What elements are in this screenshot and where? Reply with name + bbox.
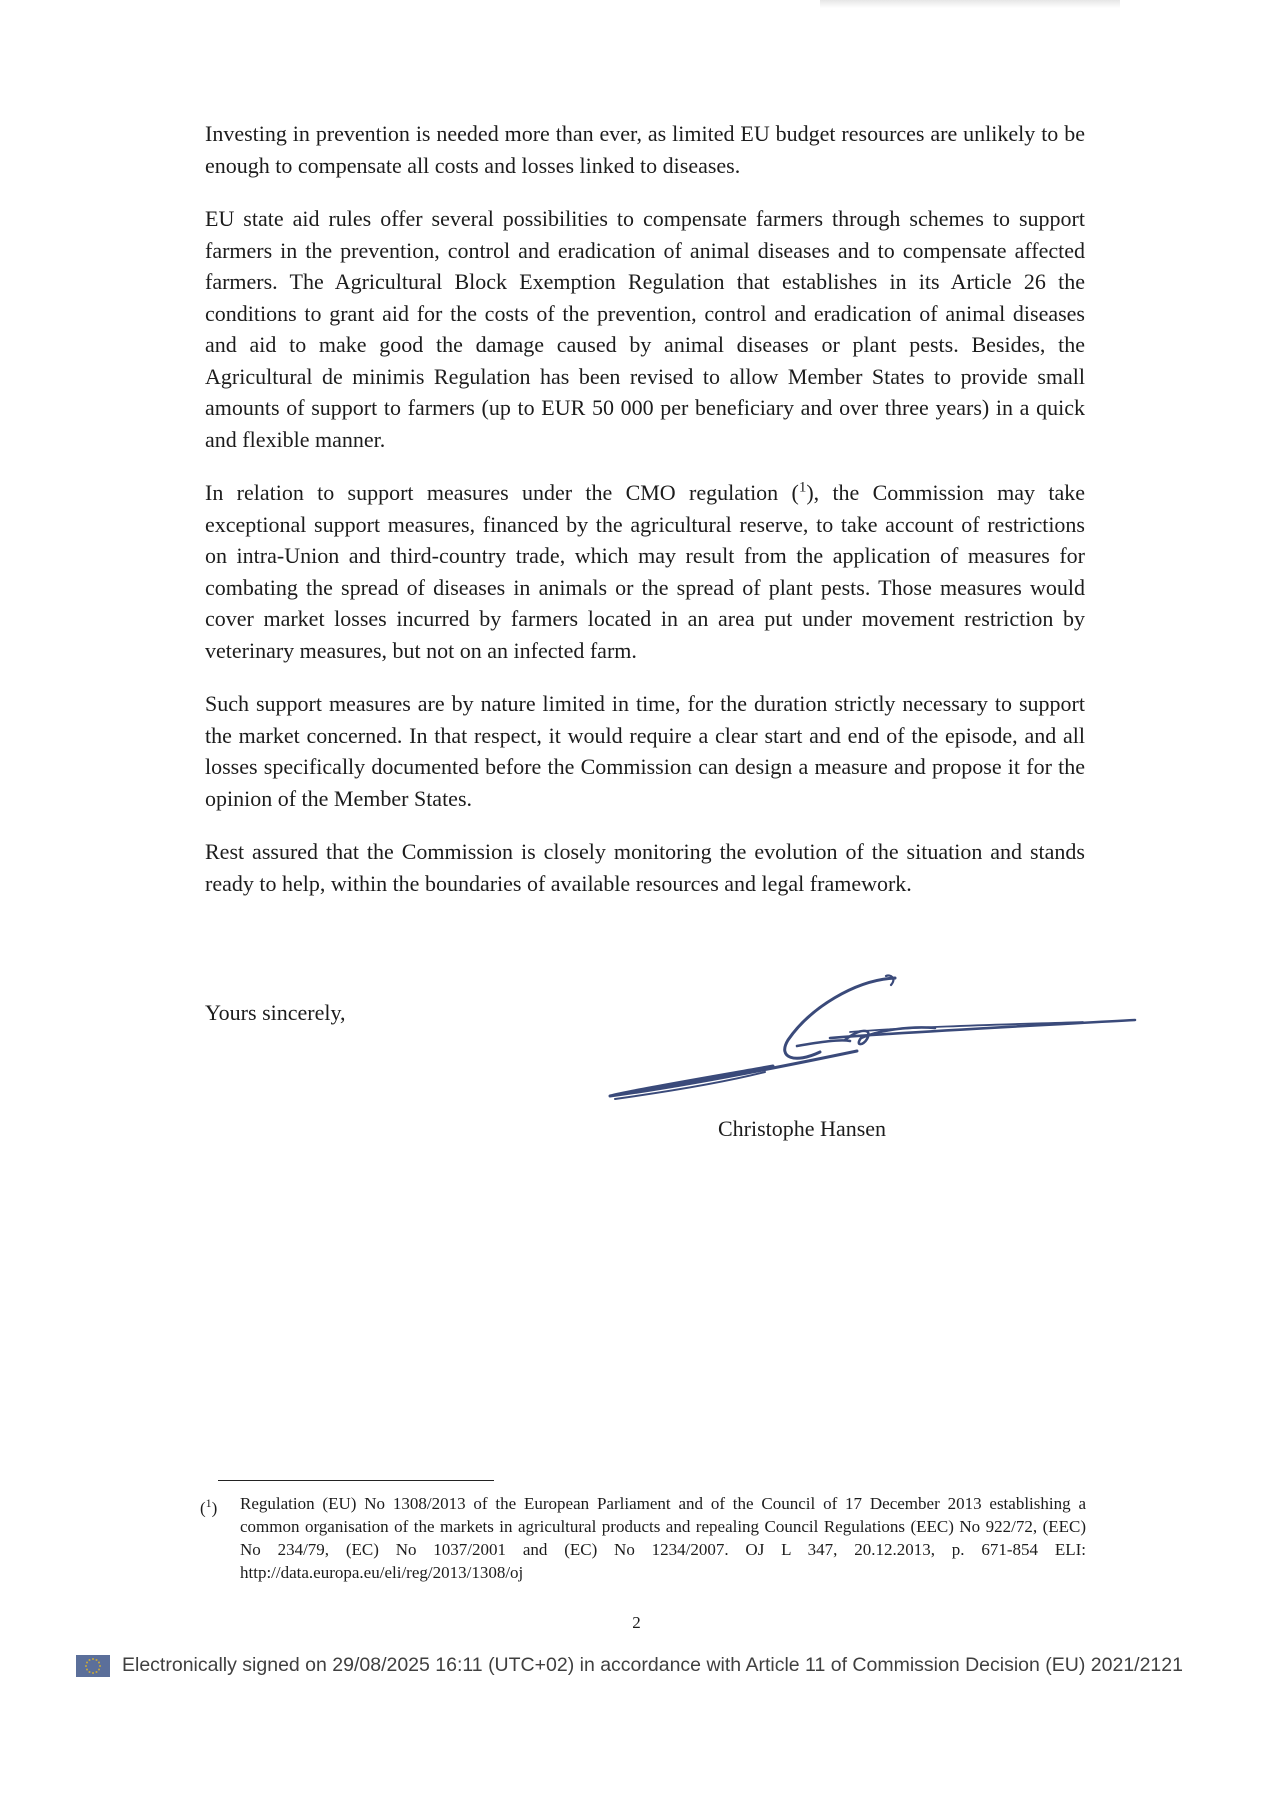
letter-body xyxy=(205,118,1085,921)
footnote-marker-number: 1 xyxy=(205,1496,212,1510)
paragraph-cmo-text-before: In relation to support measures under the CMO regulation ( xyxy=(205,480,799,505)
footnote-marker xyxy=(200,1492,240,1584)
paragraph-state-aid: EU state aid rules offer several possibilities to compensate farmers through schemes to support farmers in the prevention, control and eradication of animal diseases and to compensate affected farmers. The Agricultural Block Exemption Regulation that establishes in its Article 26 the conditions to grant aid for the costs of the prevention, control and eradication of animal diseases and aid to make good the damage caused by animal diseases or plant pests. Besides, the Agricultural de minimis Regulation has been revised to allow Member States to provide small amounts of support to farmers (up to EUR 50 000 per beneficiary and over three years) in a quick and flexible manner. xyxy=(205,206,1085,452)
handwritten-signature xyxy=(605,968,1165,1118)
page-number: 2 xyxy=(632,1613,641,1632)
electronic-signature-notice xyxy=(76,1654,1183,1677)
footnote-reference: 1 xyxy=(798,479,807,496)
footnote-text: Regulation (EU) No 1308/2013 of the European Parliament and of the Council of 17 December 2013 establishing a common organisation of the markets in agricultural products and repealing Council Regulations (EEC) No 922/72, (EEC) No 234/79, (EC) No 1037/2001 and (EC) No 1234/2007. OJ L 347, 20.12.2013, p. 671-854 ELI: http://data.europa.eu/eli/reg/2013/1308/oj xyxy=(240,1494,1086,1582)
paragraph-cmo xyxy=(205,477,1085,666)
signatory-name: Christophe Hansen xyxy=(718,1116,887,1141)
paragraph-prevention: Investing in prevention is needed more than ever, as limited EU budget resources are unlikely to be enough to compensate all costs and losses linked to diseases. xyxy=(205,121,1085,178)
paragraph-rest-assured: Rest assured that the Commission is closely monitoring the evolution of the situation and stands ready to help, within the boundaries of available resources and legal framework. xyxy=(205,839,1085,896)
footnote-marker-close: ) xyxy=(211,1498,218,1518)
footnote-separator xyxy=(218,1480,494,1481)
footnote xyxy=(200,1492,1086,1584)
scan-shadow xyxy=(820,0,1120,8)
eu-flag-icon xyxy=(76,1655,110,1677)
footnote-marker-open: ( xyxy=(200,1498,206,1518)
paragraph-cmo-text-after: ), the Commission may take exceptional support measures, financed by the agricultural reserve, to take account of restrictions on intra-Union and third-country trade, which may result from the application of measures for combating the spread of diseases in animals or the spread of plant pests. Those measures would cover market losses incurred by farmers located in an area put under movement restriction by veterinary measures, but not on an infected farm. xyxy=(205,480,1085,663)
closing-salutation: Yours sincerely, xyxy=(205,1000,346,1025)
electronic-signature-text: Electronically signed on 29/08/2025 16:11 (UTC+02) in accordance with Article 11 of Commission Decision (EU) 2021/2121 xyxy=(122,1654,1183,1676)
paragraph-support-measures: Such support measures are by nature limited in time, for the duration strictly necessary to support the market concerned. In that respect, it would require a clear start and end of the episode, and all losses specifically documented before the Commission can design a measure and propose it for the opinion of the Member States. xyxy=(205,691,1085,811)
